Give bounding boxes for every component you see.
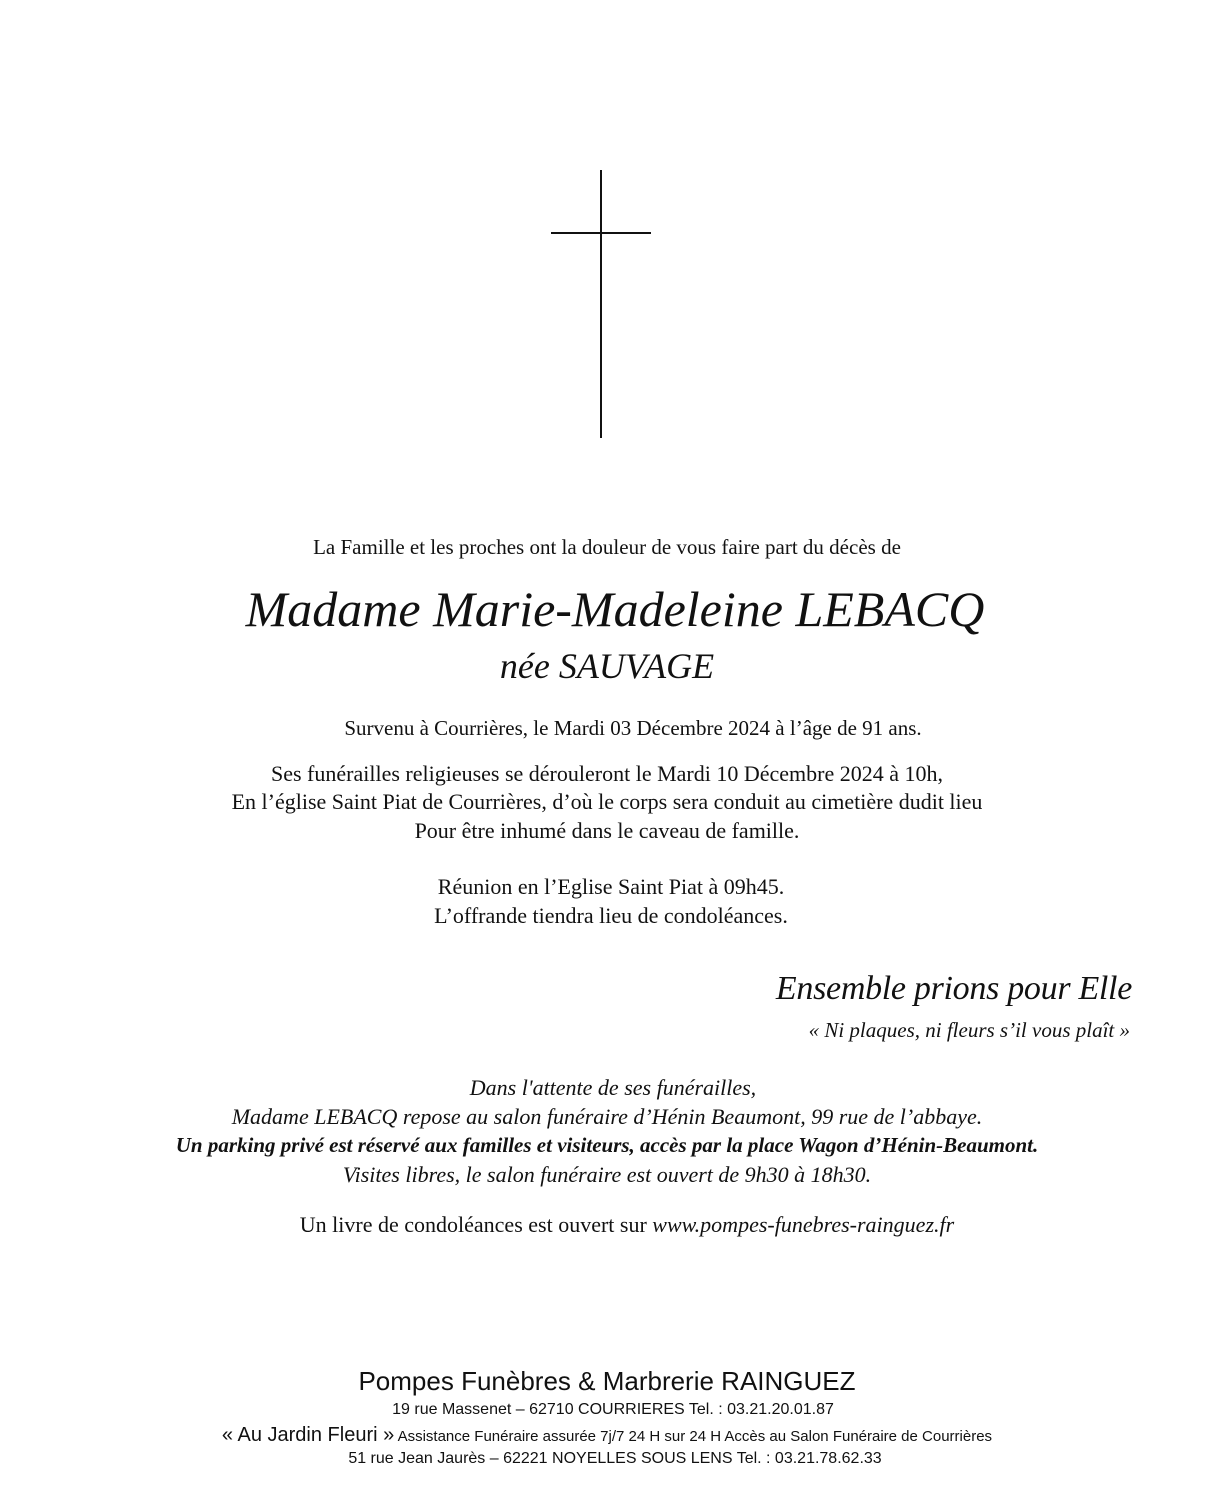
jardin-fleuri-services: Assistance Funéraire assurée 7j/7 24 H sur 24 H Accès au Salon Funéraire de Courrières xyxy=(394,1428,993,1445)
death-notice: Survenu à Courrières, le Mardi 03 Décembre 2024 à l’âge de 91 ans. xyxy=(344,716,922,740)
funeral-line: Ses funérailles religieuses se dérouleront le Mardi 10 Décembre 2024 à 10h, xyxy=(270,761,943,786)
waiting-line: Dans l'attente de ses funérailles, xyxy=(469,1075,757,1100)
visits-line: Visites libres, le salon funéraire est ouvert de 9h30 à 18h30. xyxy=(342,1162,872,1187)
intro-text: La Famille et les proches ont la douleur de vous faire part du décès de xyxy=(313,535,901,559)
company-name: Pompes Funèbres & Marbrerie RAINGUEZ xyxy=(358,1366,856,1396)
meeting-line: Réunion en l’Eglise Saint Piat à 09h45. xyxy=(437,874,785,899)
parking-line: Un parking privé est réservé aux familles et visiteurs, accès par la place Wagon d’Hénin-Beaumont. xyxy=(175,1133,1039,1157)
no-flowers-text: « Ni plaques, ni fleurs s’il vous plaît » xyxy=(808,1018,1130,1042)
jardin-fleuri-address: 51 rue Jean Jaurès – 62221 NOYELLES SOUS LENS Tel. : 03.21.78.62.33 xyxy=(348,1450,882,1467)
cross-vertical-bar xyxy=(600,170,602,438)
waiting-line: Madame LEBACQ repose au salon funéraire d’Hénin Beaumont, 99 rue de l’abbaye. xyxy=(231,1104,983,1129)
cross-horizontal-bar xyxy=(551,232,651,234)
jardin-fleuri-line xyxy=(0,1424,1214,1447)
company-address: 19 rue Massenet – 62710 COURRIERES Tel. : 03.21.20.01.87 xyxy=(392,1401,834,1418)
jardin-fleuri-name: « Au Jardin Fleuri » xyxy=(221,1424,395,1446)
condolence-book xyxy=(20,1212,1214,1238)
prayer-text: Ensemble prions pour Elle xyxy=(775,970,1132,1007)
offering-line: L’offrande tiendra lieu de condoléances. xyxy=(434,903,788,928)
funeral-line: En l’église Saint Piat de Courrières, d’où le corps sera conduit au cimetière dudit lieu xyxy=(231,789,983,814)
maiden-name: née SAUVAGE xyxy=(499,646,715,686)
condolence-link[interactable]: www.pompes-funebres-rainguez.fr xyxy=(652,1212,955,1237)
funeral-line: Pour être inhumé dans le caveau de famille. xyxy=(414,818,800,843)
condolence-text: Un livre de condoléances est ouvert sur xyxy=(299,1212,647,1237)
deceased-name: Madame Marie-Madeleine LEBACQ xyxy=(245,581,985,637)
